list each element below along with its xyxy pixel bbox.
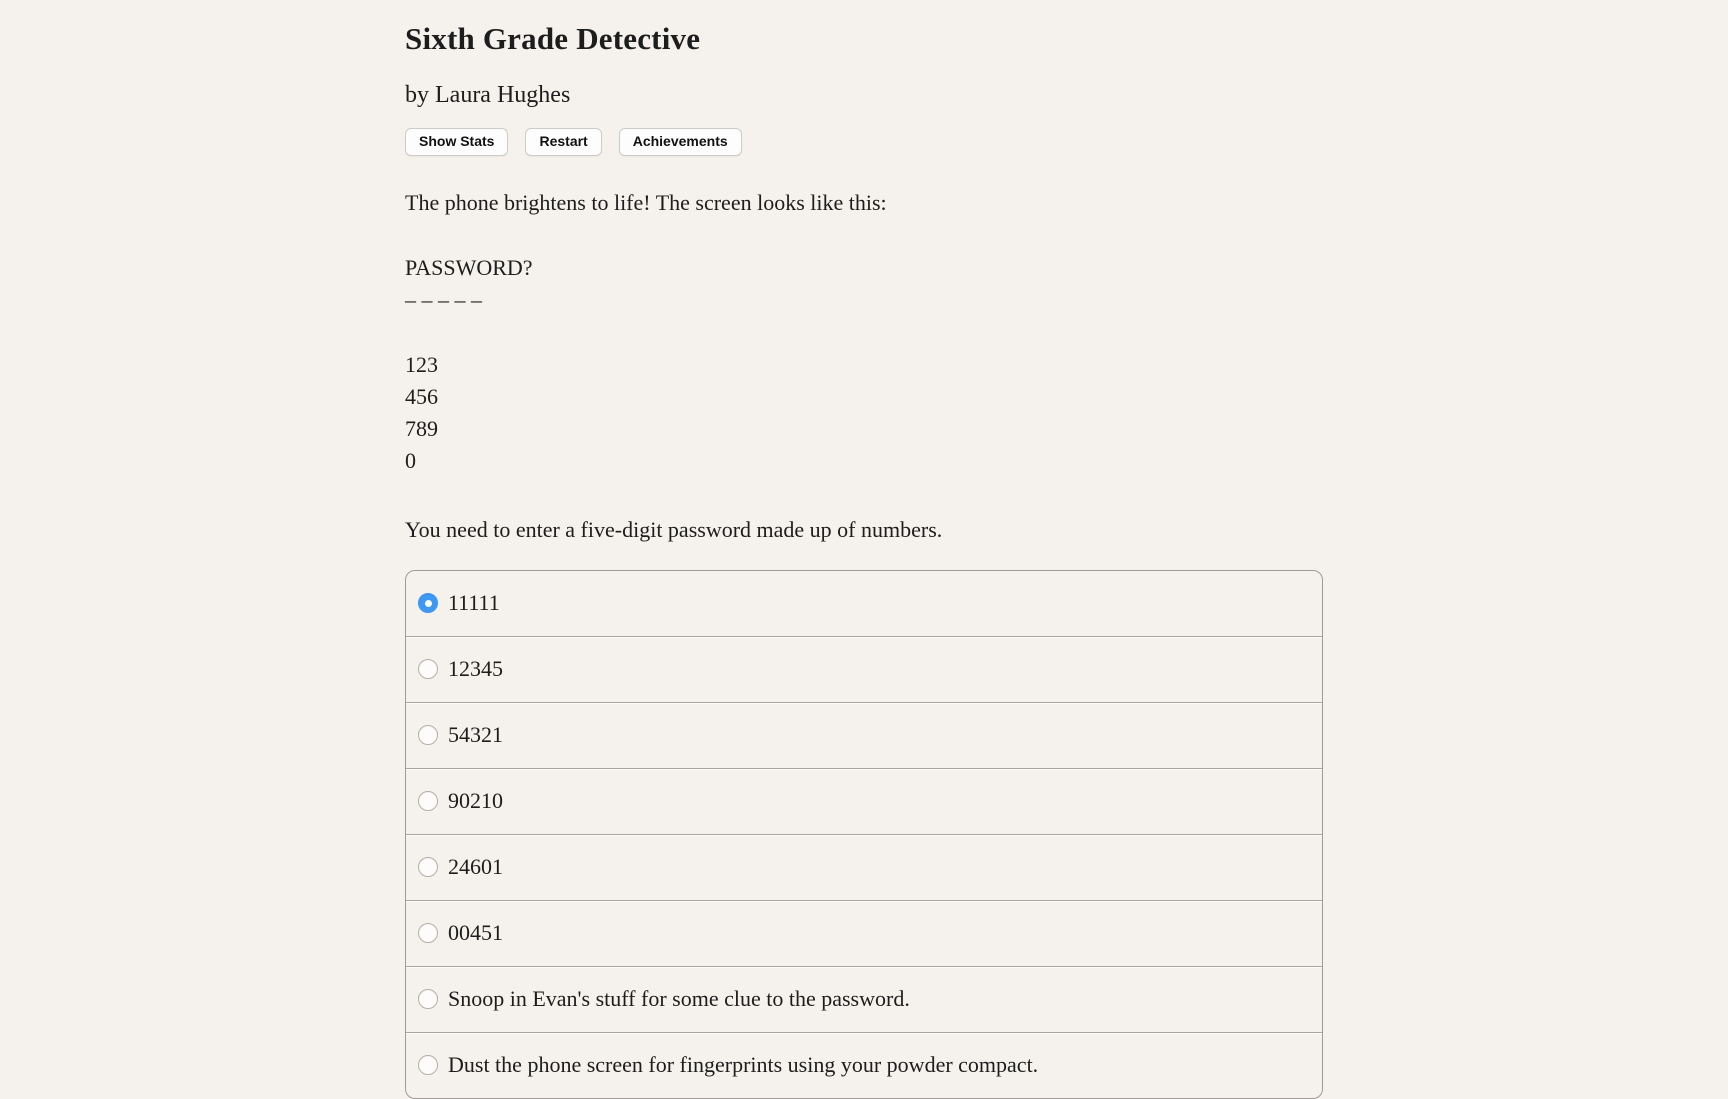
- password-entry-blanks: – – – – –: [405, 286, 482, 312]
- toolbar: [405, 128, 1323, 156]
- choice-option-label: Snoop in Evan's stuff for some clue to the password.: [448, 986, 910, 1012]
- choice-option-row[interactable]: [406, 900, 1322, 966]
- radio-button-icon[interactable]: [418, 1055, 438, 1075]
- radio-button-icon[interactable]: [418, 659, 438, 679]
- choice-instruction-text: You need to enter a five-digit password made up of numbers.: [405, 516, 943, 542]
- choice-option-row[interactable]: [406, 1032, 1322, 1098]
- choice-option-row[interactable]: [406, 571, 1322, 636]
- choice-list: [405, 570, 1323, 1099]
- choice-option-label: 90210: [448, 788, 503, 814]
- radio-button-icon[interactable]: [418, 791, 438, 811]
- radio-button-icon[interactable]: [418, 923, 438, 943]
- choice-option-row[interactable]: [406, 966, 1322, 1032]
- choice-option-row[interactable]: [406, 834, 1322, 900]
- choice-option-label: 24601: [448, 854, 503, 880]
- choice-option-label: 54321: [448, 722, 503, 748]
- restart-button[interactable]: Restart: [525, 128, 601, 156]
- page-title: Sixth Grade Detective: [405, 21, 701, 56]
- choice-option-row[interactable]: [406, 636, 1322, 702]
- choice-option-label: 00451: [448, 920, 503, 946]
- show-stats-button[interactable]: Show Stats: [405, 128, 508, 156]
- password-prompt: PASSWORD?: [405, 254, 533, 280]
- choice-option-row[interactable]: [406, 768, 1322, 834]
- story-page: [405, 20, 1323, 1099]
- phone-keypad-text: [405, 349, 1323, 477]
- keypad-row: 0: [405, 447, 416, 473]
- choice-option-label: 12345: [448, 656, 503, 682]
- keypad-row: 456: [405, 383, 438, 409]
- choice-option-label: Dust the phone screen for fingerprints using your powder compact.: [448, 1052, 1039, 1078]
- keypad-row: 123: [405, 351, 438, 377]
- choice-option-label: 11111: [448, 590, 500, 616]
- story-intro-text: The phone brightens to life! The screen looks like this:: [405, 189, 887, 215]
- choice-option-row[interactable]: [406, 702, 1322, 768]
- radio-button-icon[interactable]: [418, 593, 438, 613]
- radio-button-icon[interactable]: [418, 857, 438, 877]
- radio-button-icon[interactable]: [418, 989, 438, 1009]
- author-byline: by Laura Hughes: [405, 81, 571, 108]
- phone-screen-text: [405, 252, 1323, 316]
- achievements-button[interactable]: Achievements: [619, 128, 742, 156]
- radio-button-icon[interactable]: [418, 725, 438, 745]
- keypad-row: 789: [405, 415, 438, 441]
